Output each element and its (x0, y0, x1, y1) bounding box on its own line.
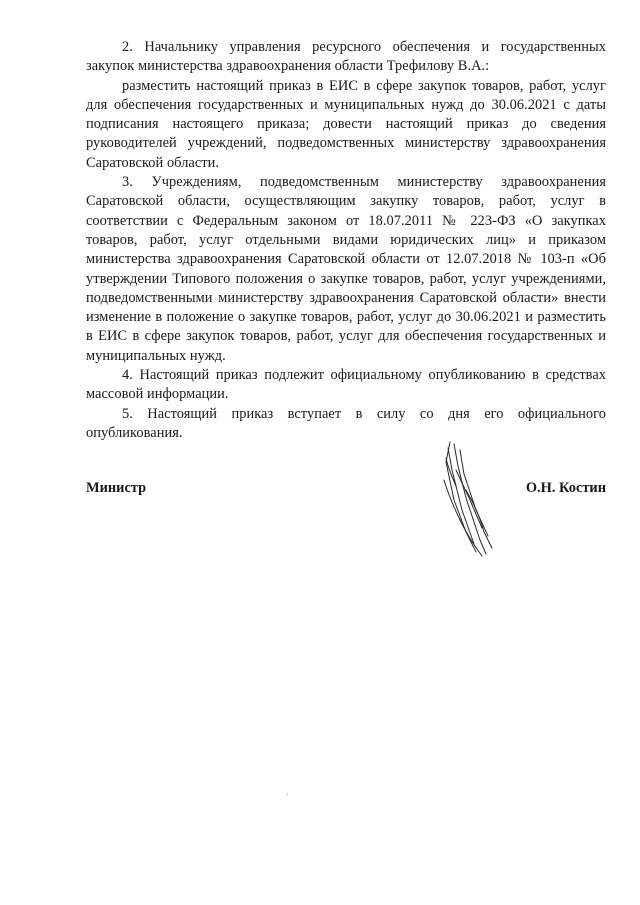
signatory-name: О.Н. Костин (525, 480, 606, 496)
paragraph-item-3: 3. Учреждениям, подведомственным министерству здравоохранения Саратовской области, осуществляющим закупку товаров, работ, услуг в соответствии с Федеральным законом от 18.07.2011 № 223-ФЗ «О закупках товаров, работ, услуг отдельными видами юридических лиц» и приказом министерства здравоохранения Саратовской области от 12.07.2018 № 103-п «Об утверждении Типового положения о закупке товаров, работ, услуг учреждениями, подведомственными министерству здравоохранения Саратовской области» внести изменение в положение о закупке товаров, работ, услуг до 30.06.2021 и разместить в ЕИС в сфере закупок товаров, работ, услуг для обеспечения государственных и муниципальных нужд. (86, 174, 606, 364)
handwritten-signature (436, 440, 506, 560)
scan-speck (287, 794, 288, 795)
document-body (86, 38, 606, 443)
paragraph-item-2-detail: разместить настоящий приказ в ЕИС в сфере закупок товаров, работ, услуг для обеспечения государственных и муниципальных нужд до 30.06.2021 с даты подписания настоящего приказа; довести настоящий приказ до сведения руководителей учреждений, подведомственных министерству здравоохранения Саратовской области. (86, 77, 606, 171)
signatory-title: Министр (86, 480, 147, 496)
paragraph-item-5: 5. Настоящий приказ вступает в силу со дня его официального опубликования. (86, 405, 606, 441)
paragraph-item-2: 2. Начальнику управления ресурсного обеспечения и государственных закупок министерства здравоохранения области Трефилову В.А.: (86, 39, 606, 75)
paragraph-item-4: 4. Настоящий приказ подлежит официальному опубликованию в средствах массовой информации. (86, 367, 606, 403)
signature-block (86, 480, 606, 504)
